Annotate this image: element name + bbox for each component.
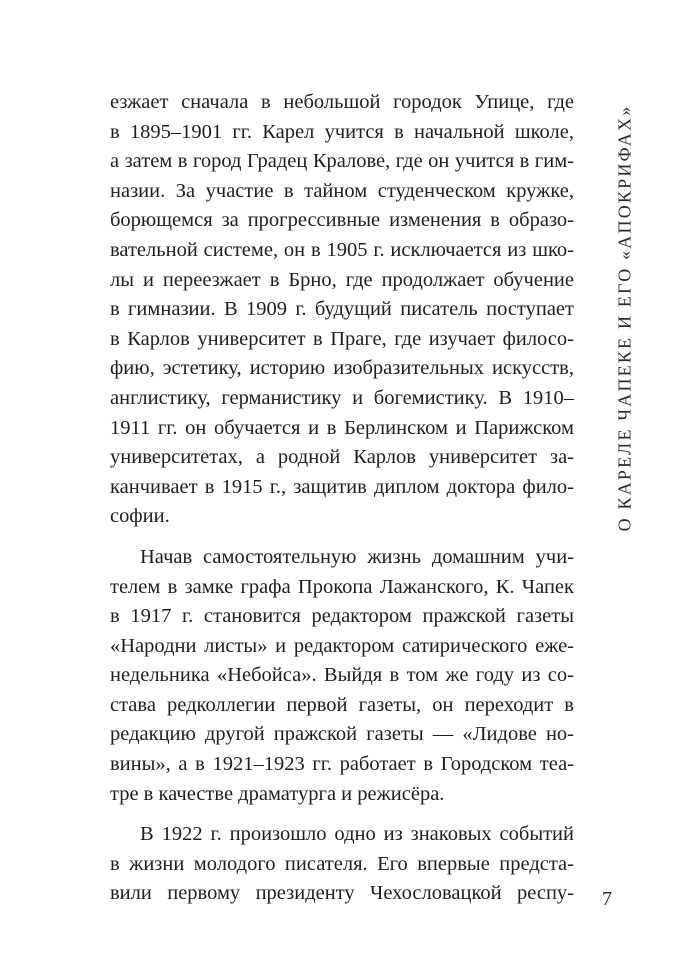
body-text bbox=[110, 88, 574, 909]
text-line: вательной системе, он в 1905 г. исключается из шко- bbox=[110, 238, 574, 261]
text-line: в Карлов университет в Праге, где изучает филосо- bbox=[110, 327, 574, 350]
page-number: 7 bbox=[602, 888, 612, 910]
text-line: езжает сначала в небольшой городок Упице, где bbox=[110, 91, 574, 113]
text-line: недельника «Небойса». Выйдя в том же году из со- bbox=[110, 664, 574, 687]
text-line: тре в качестве драматурга и режисёра. bbox=[110, 782, 445, 805]
text-line: «Народни листы» и редактором сатирического еже- bbox=[110, 634, 574, 657]
paragraph-1 bbox=[110, 88, 574, 532]
text-line: в гимназии. В 1909 г. будущий писатель поступает bbox=[110, 298, 574, 321]
text-line: вины», а в 1921–1923 гг. работает в Городском теа- bbox=[110, 753, 574, 776]
text-line: университетах, а родной Карлов университет за- bbox=[110, 446, 574, 469]
running-head-text: О КАРЕЛЕ ЧАПЕКЕ И ЕГО «АПОКРИФАХ» bbox=[614, 104, 635, 531]
text-line: канчивает в 1915 г., защитив диплом доктора фило- bbox=[110, 475, 574, 498]
text-line: телем в замке графа Прокопа Лажанского, К. Чапек bbox=[110, 575, 574, 598]
paragraph-3 bbox=[110, 820, 574, 909]
text-line: борющемся за прогрессивные изменения в образо- bbox=[110, 209, 574, 232]
paragraph-2 bbox=[110, 543, 574, 809]
text-line: англистику, германистику и богемистику. В 1910– bbox=[110, 386, 574, 409]
text-line: В 1922 г. произошло одно из знаковых событий bbox=[140, 823, 574, 846]
text-line: вили первому президенту Чехословацкой респу- bbox=[110, 882, 574, 905]
text-line: в 1917 г. становится редактором пражской газеты bbox=[110, 605, 574, 628]
text-line: а затем в город Градец Кралове, где он учится в гим- bbox=[110, 150, 574, 173]
text-line: в 1895–1901 гг. Карел учится в начальной школе, bbox=[110, 120, 574, 143]
text-line: назии. За участие в тайном студенческом кружке, bbox=[110, 179, 574, 202]
text-line: софии. bbox=[110, 505, 170, 528]
text-line: редакцию другой пражской газеты — «Лидове но- bbox=[110, 723, 574, 746]
text-line: Начав самостоятельную жизнь домашним учи- bbox=[140, 545, 574, 568]
text-line: става редколлегии первой газеты, он переходит в bbox=[110, 693, 574, 716]
text-line: в жизни молодого писателя. Его впервые предста- bbox=[110, 852, 574, 875]
text-line: лы и переезжает в Брно, где продолжает обучение bbox=[110, 268, 574, 291]
text-line: 1911 гг. он обучается и в Берлинском и Парижском bbox=[110, 416, 574, 439]
running-head bbox=[615, 90, 635, 545]
text-line: фию, эстетику, историю изобразительных искусств, bbox=[110, 357, 574, 380]
